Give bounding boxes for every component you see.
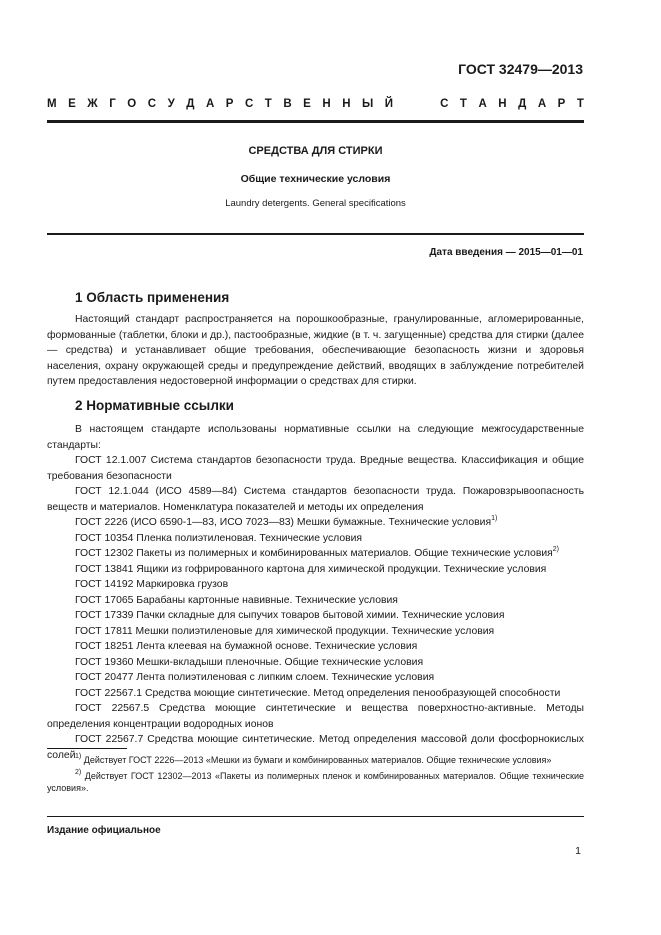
banner-gap: [405, 98, 429, 110]
footnote-mark: 1): [491, 515, 498, 522]
reference-item: ГОСТ 17339 Пачки складные для сыпучих товаров бытовой химии. Технические условия: [75, 610, 505, 621]
document-title: СРЕДСТВА ДЛЯ СТИРКИ: [248, 145, 383, 157]
banner-letter: Г: [109, 98, 116, 110]
document-subtitle: Общие технические условия: [240, 173, 391, 185]
section-1-body: [47, 312, 584, 390]
banner-letter: У: [167, 98, 175, 110]
banner-letter: Д: [518, 98, 527, 110]
footer-rule: [47, 816, 584, 817]
reference-item: ГОСТ 19360 Мешки-вкладыши пленочные. Общие технические условия: [75, 656, 424, 668]
banner-letter: С: [147, 98, 157, 110]
footnotes: [47, 754, 584, 798]
banner-letter: Д: [186, 98, 195, 110]
banner-letter: Н: [498, 98, 507, 110]
banner-letter: С: [440, 98, 449, 110]
banner-letter: Н: [322, 98, 331, 110]
standard-number: ГОСТ 32479—2013: [458, 61, 583, 77]
banner-letter: Е: [303, 98, 311, 110]
banner-letter: Т: [576, 98, 584, 110]
banner-letter: Е: [68, 98, 76, 110]
banner-letter: Ы: [362, 98, 374, 110]
banner-letter: Т: [264, 98, 272, 110]
official-edition-label: Издание официальное: [47, 825, 161, 836]
banner-letter: А: [478, 98, 487, 110]
reference-item: ГОСТ 20477 Лента полиэтиленовая с липким слоем. Технические условия: [75, 672, 435, 683]
banner-letter: Р: [225, 98, 234, 110]
introduction-date: Дата введения — 2015—01—01: [429, 247, 583, 258]
banner-letter: Ж: [87, 98, 98, 110]
footnote-mark: 2): [552, 546, 559, 553]
footnote-separator: [47, 748, 127, 749]
header-rule: [47, 120, 584, 123]
reference-item: ГОСТ 22567.7 Средства моющие синтетические. Метод определения массовой доли фосфорнокислых солей: [47, 734, 584, 761]
banner-letter: Н: [342, 98, 351, 110]
reference-item: ГОСТ 10354 Пленка полиэтиленовая. Технические условия: [75, 532, 363, 544]
reference-item: ГОСТ 22567.1 Средства моющие синтетические. Метод определения пенообразующей способности: [75, 687, 561, 699]
banner-letter: А: [205, 98, 215, 110]
english-title: Laundry detergents. General specifications: [225, 198, 406, 209]
banner-letter: Т: [459, 98, 467, 110]
banner-letter: Й: [384, 98, 394, 110]
interstate-standard-banner: [47, 98, 584, 110]
banner-letter: В: [283, 98, 292, 110]
footnote: $^{2)}$ Действует ГОСТ 12302—2013 «Пакеты из полимерных пленок и комбинированных материалов. Общие технические условия».: [47, 768, 584, 793]
title-rule: [47, 233, 584, 235]
reference-item: ГОСТ 18251 Лента клеевая на бумажной основе. Технические условия: [75, 641, 418, 652]
reference-item: ГОСТ 22567.5 Средства моющие синтетические и вещества поверхностно-активные. Методы определения концентрации водородных ионов: [47, 703, 584, 730]
section-2-heading: 2 Нормативные ссылки: [75, 398, 234, 413]
banner-letter: Р: [557, 98, 566, 110]
reference-item: ГОСТ 12.1.007 Система стандартов безопасности труда. Вредные вещества. Классификация и общие требования безопасности: [47, 455, 584, 482]
reference-item: ГОСТ 17065 Барабаны картонные навивные. Технические условия: [75, 594, 398, 606]
banner-letter: С: [244, 98, 254, 110]
page-number: 1: [575, 845, 581, 857]
normative-references: [47, 422, 584, 763]
banner-letter: О: [127, 98, 137, 110]
section-1-heading: 1 Область применения: [75, 290, 230, 305]
reference-item: ГОСТ 13841 Ящики из гофрированного картона для химической продукции. Технические условия: [75, 563, 547, 575]
reference-item: ГОСТ 2226 (ИСО 6590-1—83, ИСО 7023—83) Мешки бумажные. Технические условия$^{1)}$: [75, 515, 498, 528]
paragraph: В настоящем стандарте использованы нормативные ссылки на следующие межгосударственные стандарты:: [47, 424, 584, 451]
banner-letter: А: [537, 98, 547, 110]
footnote: $^{1)}$ Действует ГОСТ 2226—2013 «Мешки из бумаги и комбинированных материалов. Общие технические условия»: [75, 753, 552, 765]
reference-item: ГОСТ 17811 Мешки полиэтиленовые для химической продукции. Технические условия: [75, 625, 495, 637]
footnote-mark: 1): [75, 753, 82, 760]
banner-letter: М: [47, 98, 57, 110]
reference-item: ГОСТ 12302 Пакеты из полимерных и комбинированных материалов. Общие технические условия$^{2)}$: [75, 546, 559, 559]
paragraph: Настоящий стандарт распространяется на порошкообразные, гранулированные, агломерированные, формованные (таблетки, блоки и др.), пастообразные, жидкие (в т. ч. загущенные) средства для стирки (далее — средства) и устанавливает общие требования, обеспечивающие безопасность жизни и здоровья населения, охрану окружающей среды и предупреждение действий, вводящих в заблуждение потребителей путем предоставления недостоверной информации о средствах для стирки.: [47, 314, 584, 387]
reference-item: ГОСТ 12.1.044 (ИСО 4589—84) Система стандартов безопасности труда. Пожаровзрывоопасность веществ и материалов. Номенклатура показателей и методы их определения: [47, 486, 584, 513]
reference-item: ГОСТ 14192 Маркировка грузов: [75, 579, 229, 590]
footnote-mark: 2): [75, 768, 82, 776]
